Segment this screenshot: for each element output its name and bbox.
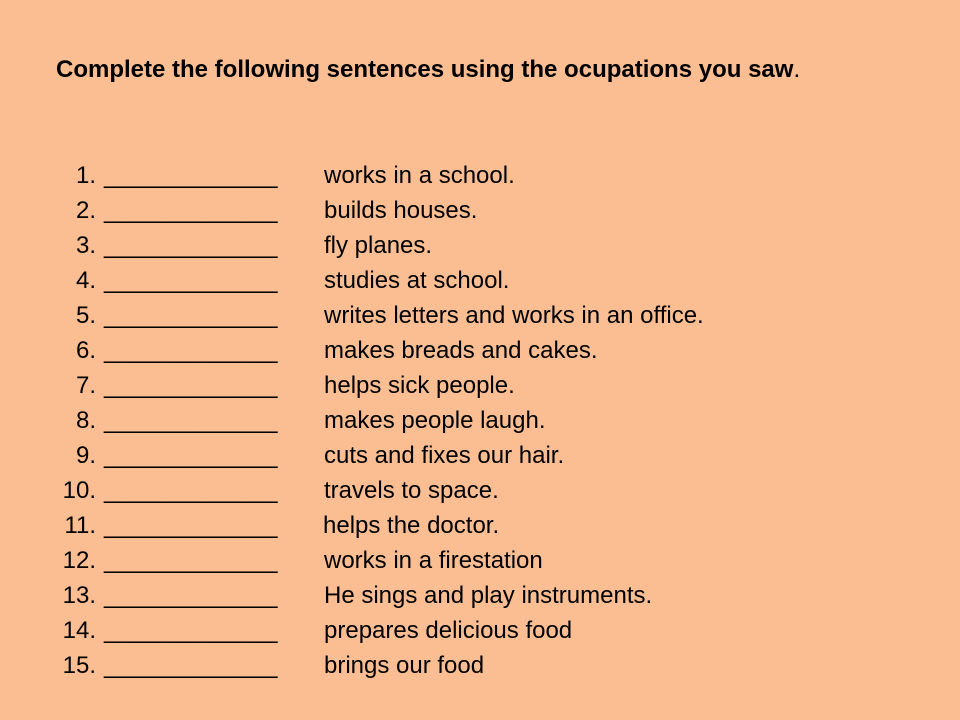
instruction-main: Complete the following sentences using the ocupations you saw — [56, 56, 794, 83]
answer-blank: _____________ — [104, 267, 278, 294]
sentence-text: makes breads and cakes. — [324, 337, 598, 364]
answer-blank: _____________ — [104, 407, 278, 434]
item-number: 5. — [75, 302, 96, 329]
answer-blank: _____________ — [104, 302, 278, 329]
answer-blank: _____________ — [104, 197, 278, 224]
instruction-text — [56, 52, 936, 88]
instruction-period: . — [793, 56, 801, 83]
sentence-text: prepares delicious food — [324, 617, 573, 644]
sentence-text: helps sick people. — [324, 372, 515, 399]
sentence-text: cuts and fixes our hair. — [324, 442, 565, 469]
answer-blank: _____________ — [104, 442, 278, 469]
answer-blank: _____________ — [104, 652, 278, 679]
sentence-text: works in a firestation — [324, 547, 543, 574]
sentence-text: studies at school. — [324, 267, 510, 294]
item-number: 6. — [75, 337, 96, 364]
item-number: 9. — [75, 442, 96, 469]
item-number: 1. — [75, 162, 96, 189]
sentence-text: travels to space. — [324, 477, 499, 504]
item-number: 8. — [75, 407, 96, 434]
item-number: 4. — [75, 267, 96, 294]
answer-blank: _____________ — [104, 372, 278, 399]
answer-blank: _____________ — [104, 162, 278, 189]
item-number: 2. — [75, 197, 96, 224]
sentence-text: fly planes. — [324, 232, 433, 259]
answer-blank: _____________ — [104, 337, 278, 364]
item-number: 7. — [75, 372, 96, 399]
sentence-text: makes people laugh. — [324, 407, 546, 434]
sentence-text: builds houses. — [324, 197, 478, 224]
sentence-text: helps the doctor. — [323, 512, 500, 539]
sentence-text: works in a school. — [324, 162, 515, 189]
sentence-text: writes letters and works in an office. — [324, 302, 704, 329]
sentence-text: brings our food — [324, 652, 485, 679]
item-number: 14. — [62, 617, 96, 644]
item-number: 12. — [62, 547, 96, 574]
item-number: 13. — [62, 582, 96, 609]
item-number: 15. — [62, 652, 96, 679]
answer-blank: _____________ — [104, 547, 278, 574]
answer-blank: _____________ — [104, 512, 278, 539]
item-number: 10. — [62, 477, 96, 504]
answer-blank: _____________ — [104, 477, 278, 504]
answer-blank: _____________ — [104, 232, 278, 259]
sentence-text: He sings and play instruments. — [324, 582, 653, 609]
item-number: 3. — [75, 232, 96, 259]
item-number: 11. — [64, 512, 96, 539]
answer-blank: _____________ — [104, 582, 278, 609]
answer-blank: _____________ — [104, 617, 278, 644]
